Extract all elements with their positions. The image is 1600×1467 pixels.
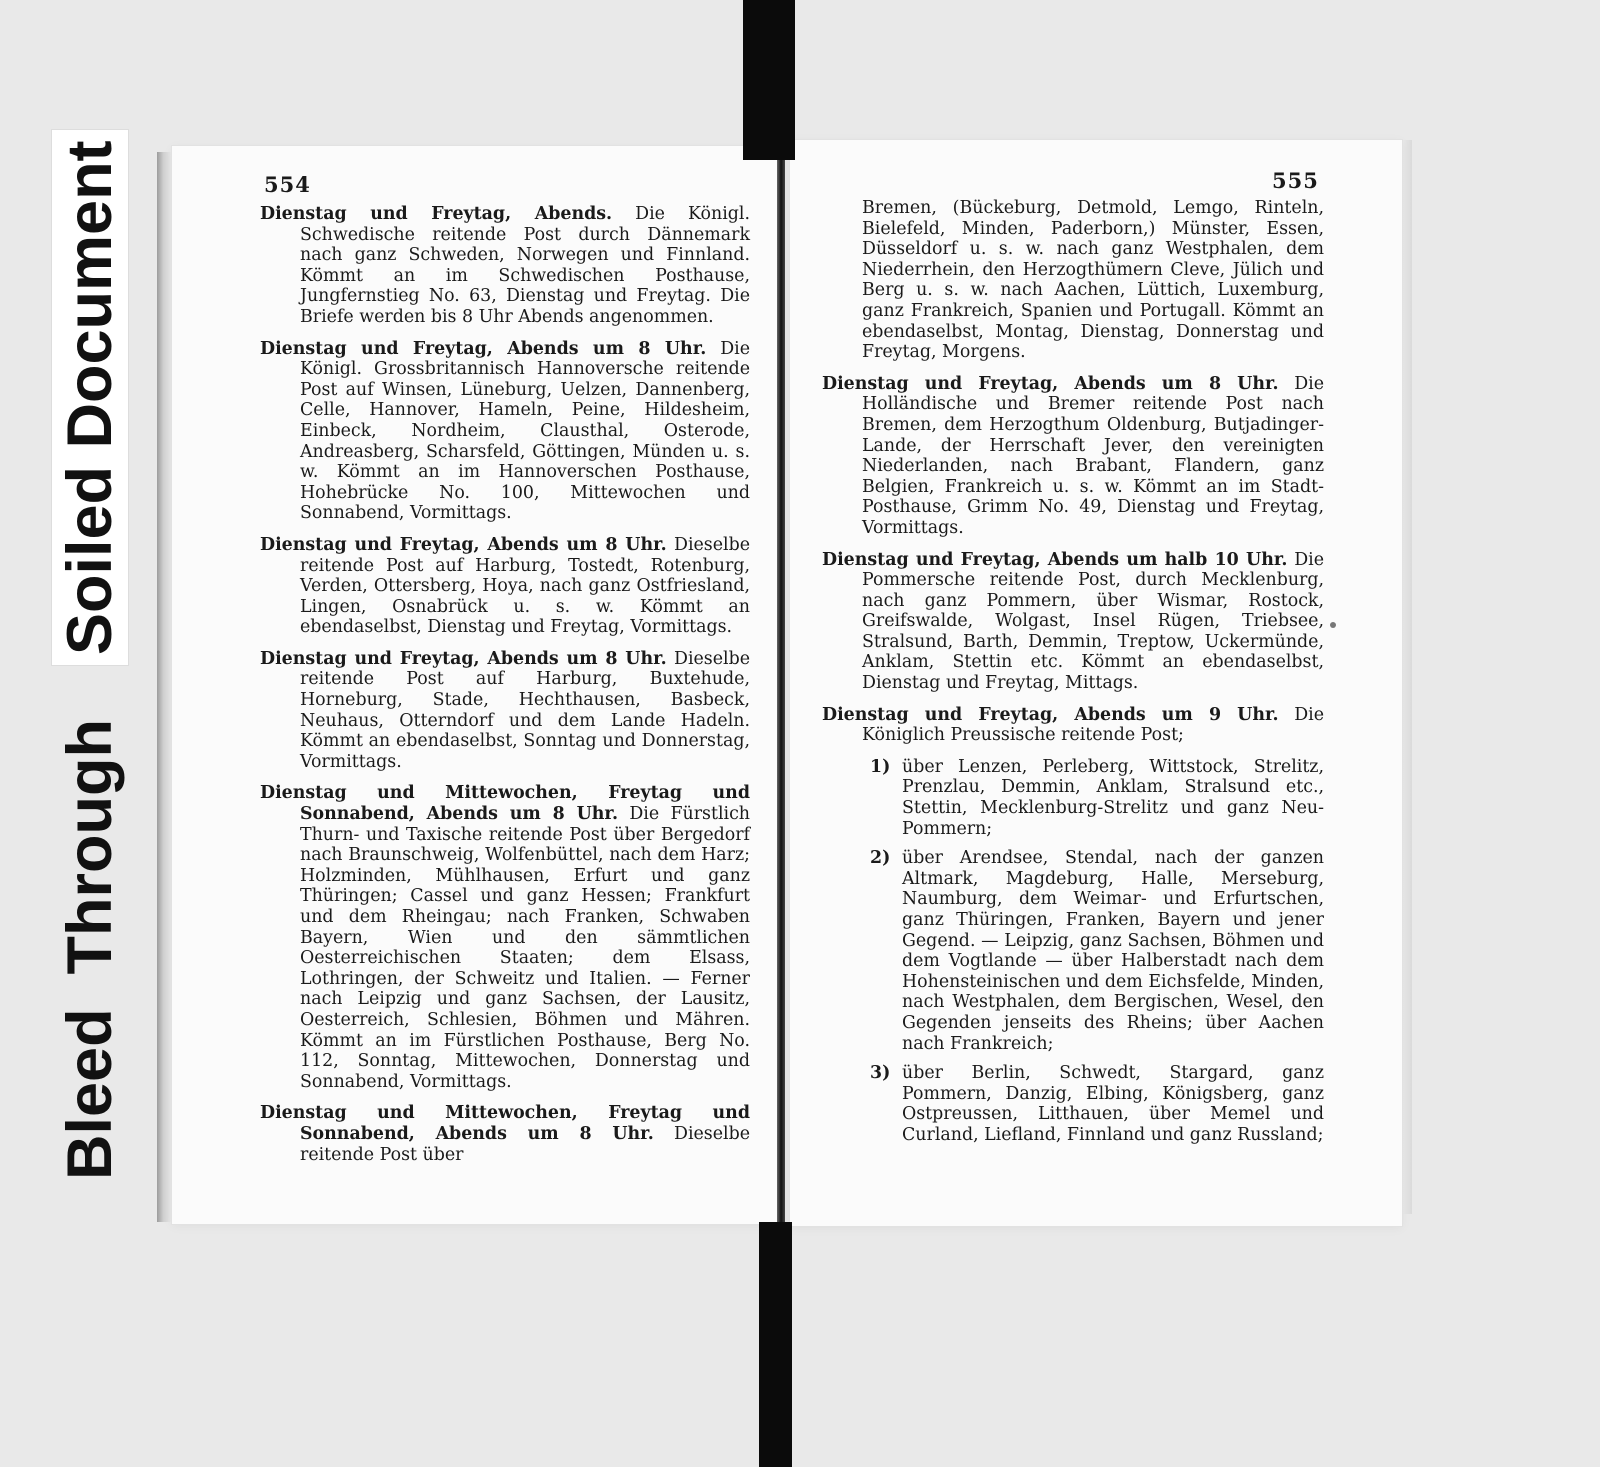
side-label-soiled-document: Soiled Document bbox=[52, 130, 128, 665]
entry-text: Dieselbe reitende Post auf Harburg, Tostedt, Rotenburg, Verden, Ottersberg, Hoya, nach ganz Ostfriesland, Lingen, Osnabrück u. s. w. Kömmt an ebendaselbst, Dienstag und Freytag, Vormittags. bbox=[300, 534, 750, 638]
schedule-entry bbox=[260, 1103, 750, 1165]
left-page-edge bbox=[157, 152, 173, 1222]
page-number-left: 554 bbox=[264, 172, 311, 197]
route-item bbox=[822, 848, 1324, 1054]
paper-speck bbox=[1330, 622, 1336, 628]
entry-lead: Dienstag und Mittewochen, Freytag und Sonnabend, Abends um 8 Uhr. bbox=[260, 783, 750, 825]
schedule-entry bbox=[822, 550, 1324, 694]
schedule-entry bbox=[822, 374, 1324, 539]
entry-text: Die Fürstlich Thurn- und Taxische reitende Post über Bergedorf nach Braunschweig, Wolfenbüttel, nach dem Harz; Holzminden, Mühlhausen, Erfurt und ganz Thüringen; Cassel und ganz Hessen; Frankfurt und dem Rheingau; nach Franken, Schwaben Bayern, Wien und den sämmtlichen Oesterreichischen Staaten; dem Elsass, Lothringen, der Schweitz und Italien. — Ferner nach Leipzig und ganz Sachsen, der Lausitz, Oesterreich, Schlesien, Böhmen und Mähren. Kömmt an im Fürstlichen Posthause, Berg No. 112, Sonntag, Mittewochen, Donnerstag und Sonnabend, Vormittags. bbox=[300, 804, 751, 1092]
route-item bbox=[822, 1063, 1324, 1145]
left-page bbox=[172, 146, 782, 1224]
side-label-word-through: Through bbox=[55, 719, 125, 975]
entry-text: Die Königl. Grossbritannisch Hannoversche reitende Post auf Winsen, Lüneburg, Uelzen, Dannenberg, Celle, Hannover, Hameln, Peine, Hildesheim, Einbeck, Nordheim, Clausthal, Osterode, Andreasberg, Scharsfeld, Göttingen, Münden u. s. w. Kömmt an im Hannoverschen Posthause, Hohebrücke No. 100, Mittewochen und Sonnabend, Vormittags. bbox=[300, 338, 750, 524]
schedule-entry bbox=[822, 705, 1324, 746]
entry-lead: Dienstag und Freytag, Abends um 8 Uhr. bbox=[260, 338, 707, 359]
route-item-text: über Arendsee, Stendal, nach der ganzen Altmark, Magdeburg, Halle, Merseburg, Naumburg, dem Weimar- und Erfurtschen, ganz Thüringen, Franken, Bayern und jener Gegend. — Leipzig, ganz Sachsen, Böhmen und dem Vogtlande — über Halberstadt nach dem Hohensteinischen und dem Eichsfelde, Minden, nach Westphalen, dem Bergischen, Wesel, den Gegenden jenseits des Rheins; über Aachen nach Frankreich; bbox=[902, 848, 1324, 1054]
entry-lead: Dienstag und Freytag, Abends. bbox=[260, 204, 613, 224]
left-page-text bbox=[260, 204, 750, 1176]
entry-text: Die Königl. Schwedische reitende Post durch Dännemark nach ganz Schweden, Norwegen und Finnland. Kömmt an im Schwedischen Posthause, Jungfernstieg No. 63, Dienstag und Freytag. Die Briefe werden bis 8 Uhr Abends angenommen. bbox=[300, 204, 751, 327]
page-number-right: 555 bbox=[1272, 168, 1319, 193]
entry-text: Die Pommersche reitende Post, durch Mecklenburg, nach ganz Pommern, über Wismar, Rostock, Greifswalde, Wolgast, Insel Rügen, Triebsee, Stralsund, Barth, Demmin, Treptow, Uckermünde, Anklam, Stettin etc. Kömmt an ebendaselbst, Dienstag und Freytag, Mittags. bbox=[862, 549, 1324, 694]
route-item-number: 3) bbox=[870, 1063, 891, 1084]
entry-text: Dieselbe reitende Post über bbox=[300, 1123, 751, 1165]
right-page bbox=[790, 140, 1402, 1226]
entry-text: Dieselbe reitende Post auf Harburg, Buxtehude, Horneburg, Stade, Hechthausen, Basbeck, Neuhaus, Otterndorf und dem Lande Hadeln. Kömmt an ebendaselbst, Sonntag und Donnerstag, Vormittags. bbox=[300, 648, 750, 772]
route-item bbox=[822, 757, 1324, 839]
route-item-text: über Lenzen, Perleberg, Wittstock, Strelitz, Prenzlau, Demmin, Anklam, Stralsund etc., Stettin, Mecklenburg-Strelitz und ganz Neu-Pommern; bbox=[902, 756, 1324, 839]
entry-text: Die Holländische und Bremer reitende Post nach Bremen, dem Herzogthum Oldenburg, Butjadinger-Lande, der Herrschaft Jever, den vereinigten Niederlanden, nach Brabant, Flandern, ganz Belgien, Frankreich u. s. w. Kömmt an im Stadt-Posthause, Grimm No. 49, Dienstag und Freytag, Vormittags. bbox=[862, 373, 1325, 538]
binding-strap-top bbox=[743, 0, 795, 160]
schedule-entry bbox=[260, 204, 750, 328]
entry-text: Die Königlich Preussische reitende Post; bbox=[862, 704, 1325, 746]
route-item-number: 1) bbox=[870, 756, 891, 777]
right-page-text bbox=[822, 198, 1324, 1155]
entry-lead: Dienstag und Freytag, Abends um 8 Uhr. bbox=[822, 373, 1279, 394]
side-label-word-bleed: Bleed bbox=[55, 1008, 125, 1180]
schedule-entry bbox=[260, 535, 750, 638]
book-gutter bbox=[777, 150, 785, 1228]
schedule-entry bbox=[260, 649, 750, 773]
entry-lead: Dienstag und Freytag, Abends um halb 10 Uhr. bbox=[822, 549, 1288, 570]
binding-strap-bottom bbox=[759, 1222, 792, 1467]
entry-lead: Dienstag und Freytag, Abends um 8 Uhr. bbox=[260, 534, 667, 555]
route-item-text: über Berlin, Schwedt, Stargard, ganz Pommern, Danzig, Elbing, Königsberg, ganz Ostpreussen, Litthauen, über Memel und Curland, Liefland, Finnland und ganz Russland; bbox=[902, 1063, 1324, 1145]
schedule-entry bbox=[260, 339, 750, 524]
schedule-entry bbox=[260, 783, 750, 1092]
entry-lead: Dienstag und Freytag, Abends um 9 Uhr. bbox=[822, 704, 1279, 725]
entry-lead: Dienstag und Mittewochen, Freytag und Sonnabend, Abends um 8 Uhr. bbox=[260, 1103, 750, 1144]
route-item-number: 2) bbox=[870, 848, 891, 869]
entry-lead: Dienstag und Freytag, Abends um 8 Uhr. bbox=[260, 648, 667, 669]
entry-continuation: Bremen, (Bückeburg, Detmold, Lemgo, Rinteln, Bielefeld, Minden, Paderborn,) Münster, Essen, Düsseldorf u. s. w. nach ganz Westphalen, dem Niederrhein, den Herzogthümern Cleve, Jülich und Berg u. s. w. nach Aachen, Lüttich, Luxemburg, ganz Frankreich, Spanien und Portugall. Kömmt an ebendaselbst, Montag, Dienstag, Donnerstag und Freytag, Morgens. bbox=[862, 198, 1324, 363]
